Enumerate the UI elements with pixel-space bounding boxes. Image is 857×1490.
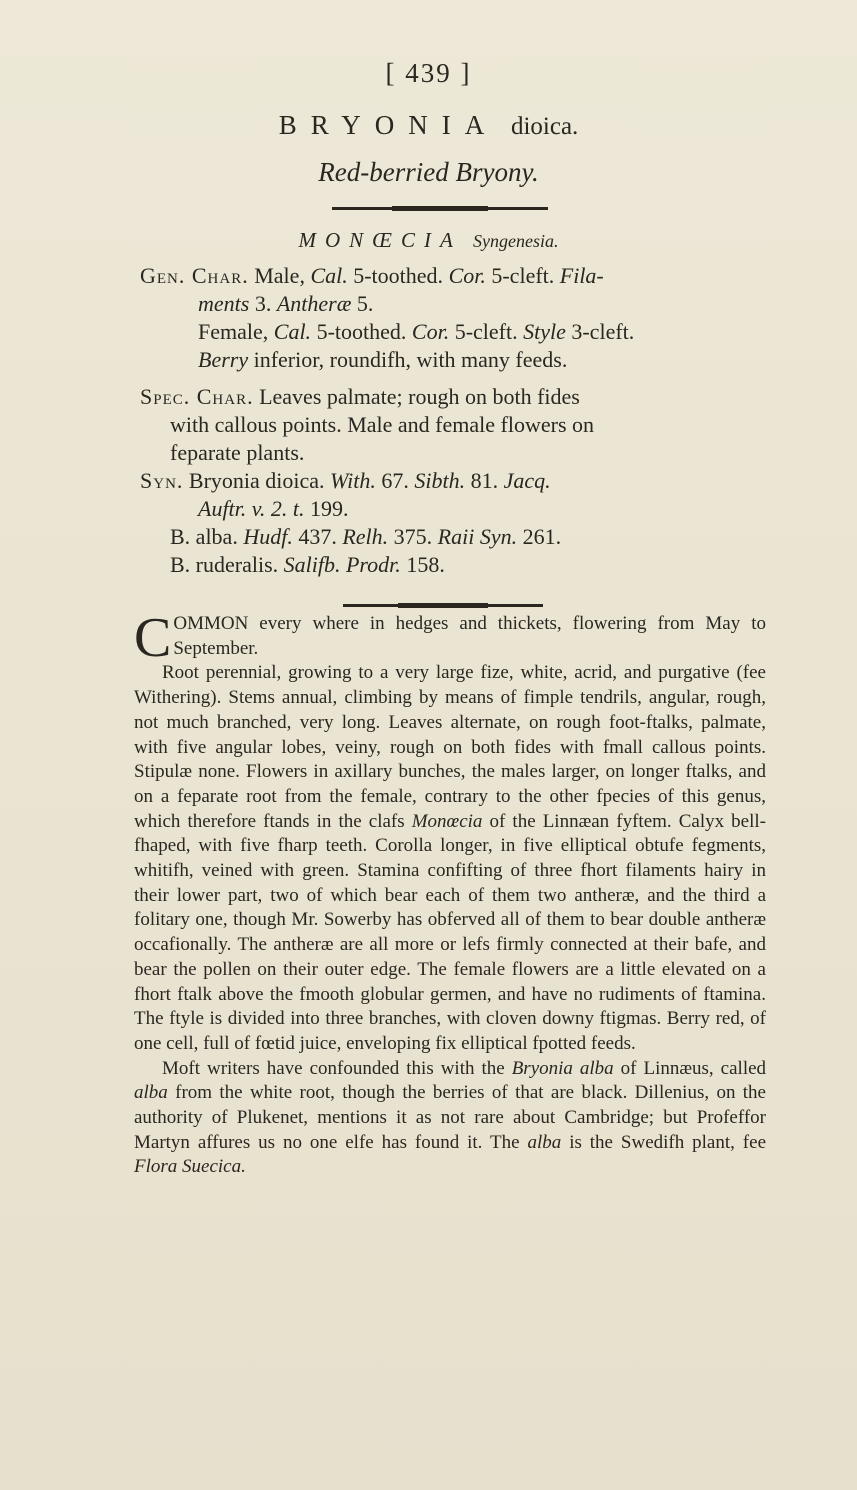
text: of the Linnæan fyftem. Calyx bell-fhaped, with five fharp teeth. Corolla longer, in five elliptical obtufe fegments, whitifh, veined with green. Stamina confifting of three fhort filaments hairy in their lower part, two of which bear each of them two antheræ, and the third a folitary one, though Mr. Sowerby has obferved all of them to bear double antheræ occafionally. The antheræ are all more or lefs firmly connected at their bafe, and bear the pollen on their outer edge. The female flowers are a little elevated on a fhort ftalk above the fmooth globular germen, and have no rudiments of ftamina. The ftyle is divided into three branches, with cloven downy ftigmas. Berry red, of one cell, full of fœtid juice, enveloping fix elliptical fpotted feeds. — [134, 810, 766, 1054]
syn-line-3 — [140, 523, 780, 551]
text: 5-cleft. — [454, 319, 518, 344]
text: Cor. — [411, 319, 450, 344]
ornamental-rule-top — [332, 207, 548, 210]
text: Antheræ — [276, 291, 352, 316]
linnaean-classification — [0, 228, 857, 253]
text: Hudf. — [243, 524, 293, 549]
text: Salifb. Prodr. — [283, 552, 401, 577]
syn-label: Syn. — [140, 468, 184, 493]
gen-char-line-1 — [140, 262, 780, 290]
spec-char-line-1 — [140, 383, 780, 411]
text: Female, — [198, 319, 269, 344]
species-epithet: dioica. — [510, 113, 579, 140]
gen-char-label: Gen. Char. — [140, 263, 249, 288]
text: 375. — [393, 524, 433, 549]
text: Root perennial, growing to a very large fize, white, acrid, and purgative (fee Withering). Stems annual, climbing by means of fimple tendrils, angular, rough, not much branched, very long. Leaves alternate, on rough foot-ftalks, palmate, with five angular lobes, veiny, rough on both fides with fmall callous points. Stipulæ none. Flowers in axillary bunches, the males larger, on longer ftalks, and on a feparate root from the female, contrary to the other fpecies of this genus, which therefore ftands in the clafs — [134, 662, 766, 832]
text: Cal. — [273, 319, 312, 344]
text: 158. — [406, 552, 445, 577]
text: OMMON every where in hedges and thickets, flowering from May to September. — [173, 613, 766, 659]
ornamental-rule-bottom — [343, 604, 543, 607]
text: Male, — [254, 263, 305, 288]
linnaean-class: MONŒCIA — [298, 228, 462, 252]
text: from the white root, though the berries of that are black. Dillenius, on the authority of Plukenet, mentions it as not rare about Cambridge; but Profeffor Martyn affures us no one elfe has found it. The — [134, 1082, 766, 1153]
spec-char-line-2: with callous points. Male and female flowers on — [170, 412, 595, 437]
text: 5. — [356, 291, 374, 316]
drop-cap: C — [134, 607, 172, 669]
paragraph-3 — [134, 1057, 766, 1181]
page-number: [ 439 ] — [385, 58, 472, 88]
specific-character — [140, 383, 780, 467]
text: inferior, roundifh, with many feeds. — [253, 347, 568, 372]
text: alba — [134, 1082, 168, 1104]
synonyms — [140, 467, 780, 579]
text: B. ruderalis. — [170, 552, 279, 577]
gen-char-line-2 — [140, 290, 780, 318]
text: 5-toothed. — [316, 319, 407, 344]
text: Relh. — [342, 524, 389, 549]
text: 261. — [522, 524, 562, 549]
common-name: Red-berried Bryony. — [318, 157, 539, 187]
text: Auftr. — [198, 496, 247, 521]
text: of Linnæus, called — [620, 1057, 767, 1079]
linnaean-order: Syngenesia. — [473, 231, 559, 251]
text: 3-cleft. — [571, 319, 635, 344]
syn-line-2 — [140, 495, 780, 523]
syn-line-1 — [140, 467, 780, 495]
genus-name: BRYONIA — [278, 110, 499, 140]
text: alba — [527, 1131, 562, 1153]
text: v. 2. t. — [251, 496, 305, 521]
text: Jacq. — [503, 468, 551, 493]
paragraph-2 — [134, 661, 766, 1056]
generic-character — [140, 262, 780, 374]
text: 67. — [381, 468, 409, 493]
text: 199. — [310, 496, 349, 521]
text: With. — [330, 468, 376, 493]
species-heading — [0, 110, 857, 141]
text: B. alba. — [170, 524, 238, 549]
gen-char-line-4 — [140, 346, 780, 374]
text: Bryonia dioica. — [188, 468, 325, 493]
text: Monœcia — [411, 810, 483, 832]
text: 3. — [254, 291, 272, 316]
syn-line-4 — [140, 551, 780, 579]
text: Cal. — [310, 263, 348, 288]
text: 81. — [470, 468, 499, 493]
text: Style — [523, 319, 566, 344]
text: Flora Suecica. — [134, 1156, 246, 1178]
text: Berry — [198, 347, 249, 372]
text: Fila- — [559, 263, 604, 288]
spec-char-label: Spec. Char. — [140, 384, 254, 409]
text: is the Swedifh plant, fee — [569, 1131, 767, 1153]
gen-char-line-3 — [140, 318, 780, 346]
text: 5-cleft. — [491, 263, 555, 288]
text: Sibth. — [414, 468, 466, 493]
spec-char-line-3: feparate plants. — [170, 440, 305, 465]
text: ments — [198, 291, 250, 316]
paragraph-1 — [134, 607, 766, 669]
description-text — [134, 607, 767, 1180]
text: 5-toothed. — [353, 263, 444, 288]
text: Leaves palmate; rough on both fides — [259, 384, 580, 409]
text: Bryonia alba — [511, 1057, 614, 1079]
text: Raii Syn. — [437, 524, 518, 549]
text: Cor. — [448, 263, 486, 288]
text: Moft writers have confounded this with the — [162, 1057, 505, 1079]
text: 437. — [298, 524, 337, 549]
